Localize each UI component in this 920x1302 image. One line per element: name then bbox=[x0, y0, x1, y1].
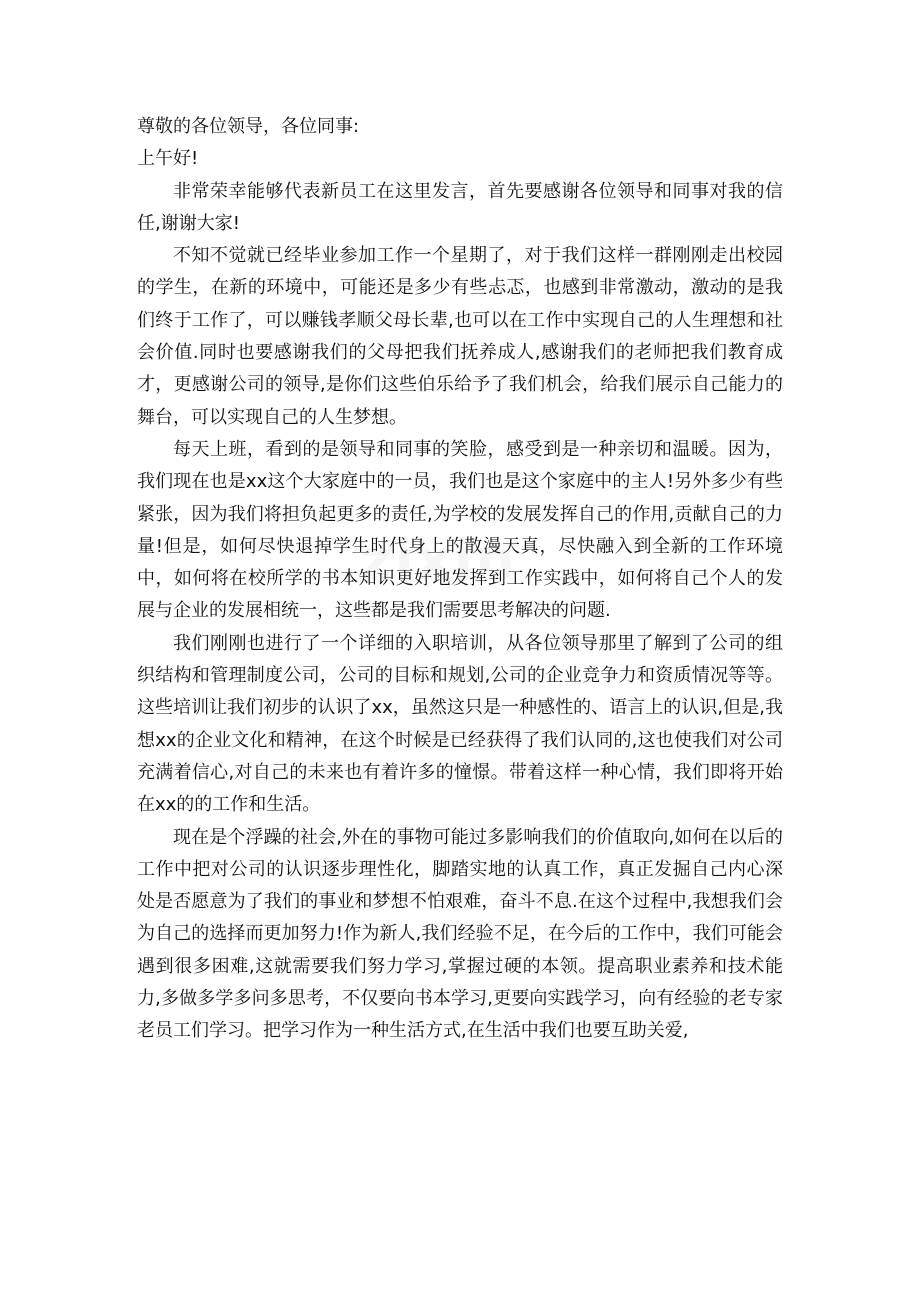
paragraph-4: 我们刚刚也进行了一个详细的入职培训，从各位领导那里了解到了公司的组织结构和管理制度公司，公司的目标和规划,公司的企业竞争力和资质情况等等。这些培训让我们初步的认识了xx，虽然这只是一种感性的、语言上的认识,但是,我想xx的企业文化和精神，在这个时候是已经获得了我们认同的,这也使我们对公司充满着信心,对自己的未来也有着许多的憧憬。带着这样一种心情，我们即将开始在xx的的工作和生活。 bbox=[137, 632, 783, 816]
paragraph-5: 现在是个浮躁的社会,外在的事物可能过多影响我们的价值取向,如何在以后的工作中把对公司的认识逐步理性化，脚踏实地的认真工作，真正发掘自己内心深处是否愿意为了我们的事业和梦想不怕艰难，奋斗不息.在这个过程中,我想我们会为自己的选择而更加努力!作为新人,我们经验不足，在今后的工作中，我们可能会遇到很多困难,这就需要我们努力学习,掌握过硬的本领。提高职业素养和技术能力,多做多学多问多思考，不仅要向书本学习,更要向实践学习，向有经验的老专家老员工们学习。把学习作为一种生活方式,在生活中我们也要互助关爱, bbox=[137, 826, 783, 1042]
paragraph-2: 不知不觉就已经毕业参加工作一个星期了，对于我们这样一群刚刚走出校园的学生，在新的环境中，可能还是多少有些忐忑，也感到非常激动，激动的是我们终于工作了，可以赚钱孝顺父母长辈,也可以在工作中实现自己的人生理想和社会价值.同时也要感谢我们的父母把我们抚养成人,感谢我们的老师把我们教育成才，更感谢公司的领导,是你们这些伯乐给予了我们机会，给我们展示自己能力的舞台，可以实现自己的人生梦想。 bbox=[137, 245, 783, 428]
salutation-line: 上午好! bbox=[137, 148, 199, 170]
document-body bbox=[137, 111, 783, 1048]
greeting-line: 尊敬的各位领导，各位同事: bbox=[137, 116, 360, 137]
paragraph-1: 非常荣幸能够代表新员工在这里发言，首先要感谢各位领导和同事对我的信任,谢谢大家! bbox=[137, 180, 783, 234]
paragraph-3: 每天上班，看到的是领导和同事的笑脸，感受到是一种亲切和温暖。因为，我们现在也是xx这个大家庭中的一员，我们也是这个家庭中的主人!另外多少有些紧张，因为我们将担负起更多的责任,为学校的发展发挥自己的作用,贡献自己的力量!但是，如何尽快退掉学生时代身上的散漫天真，尽快融入到全新的工作环境中，如何将在校所学的书本知识更好地发挥到工作实践中，如何将自己个人的发展与企业的发展相统一，这些都是我们需要思考解决的问题. bbox=[137, 438, 783, 622]
